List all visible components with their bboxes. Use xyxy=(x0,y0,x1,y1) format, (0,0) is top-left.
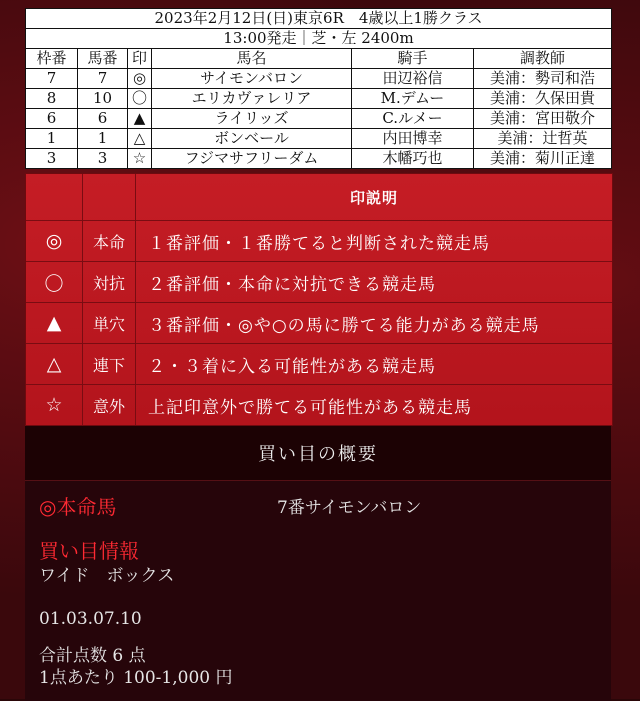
mark-desc: ２・３着に入る可能性がある競走馬 xyxy=(148,356,436,377)
race-header-row xyxy=(26,49,612,69)
mark-cell: 〇 xyxy=(128,89,152,109)
mark-row-honmei xyxy=(26,220,612,261)
mark-cell: ☆ xyxy=(128,149,152,169)
mark-explanation-table xyxy=(25,173,613,426)
jockey-cell: 田辺裕信 xyxy=(352,69,474,89)
waku-cell: 7 xyxy=(26,69,78,89)
honmei-value: 7番サイモンバロン xyxy=(277,498,422,518)
waku-cell: 1 xyxy=(26,129,78,149)
double-circle-icon: ◎ xyxy=(26,221,83,261)
total-points: 合計点数 6 点 xyxy=(39,646,146,666)
table-row xyxy=(26,129,612,149)
horse-cell: サイモンバロン xyxy=(152,69,352,89)
waku-cell: 8 xyxy=(26,89,78,109)
star-icon: ☆ xyxy=(26,385,83,425)
mark-header-title: 印説明 xyxy=(349,188,398,207)
jockey-cell: M.デムー xyxy=(352,89,474,109)
content-frame xyxy=(25,8,611,699)
circle-icon: 〇 xyxy=(26,262,83,302)
umaban-cell: 3 xyxy=(78,149,128,169)
header-jockey: 騎手 xyxy=(352,49,474,69)
trainer-cell: 美浦：勢司和浩 xyxy=(474,69,612,89)
bet-type: ワイド ボックス xyxy=(39,566,175,586)
summary-body xyxy=(25,481,611,701)
honmei-label: ◎本命馬 xyxy=(39,495,117,519)
mark-row-tanana xyxy=(26,302,612,343)
mark-cell: △ xyxy=(128,129,152,149)
race-subtitle: 13:00発走｜芝・左 2400m xyxy=(26,29,612,49)
mark-name: 意外 xyxy=(83,385,136,425)
trainer-cell: 美浦：辻哲英 xyxy=(474,129,612,149)
horse-cell: エリカヴァレリア xyxy=(152,89,352,109)
mark-row-igai xyxy=(26,384,612,425)
table-row xyxy=(26,69,612,89)
mark-row-renka xyxy=(26,343,612,384)
triangle-icon: △ xyxy=(26,344,83,384)
mark-header-row xyxy=(26,174,612,220)
mark-cell: ▲ xyxy=(128,109,152,129)
horse-cell: ライリッズ xyxy=(152,109,352,129)
header-umaban: 馬番 xyxy=(78,49,128,69)
bet-info-label: 買い目情報 xyxy=(39,539,139,563)
waku-cell: 3 xyxy=(26,149,78,169)
trainer-cell: 美浦：宮田敬介 xyxy=(474,109,612,129)
mark-name: 対抗 xyxy=(83,262,136,302)
mark-desc: ３番評価・◎や○の馬に勝てる能力がある競走馬 xyxy=(148,315,540,336)
jockey-cell: 内田博幸 xyxy=(352,129,474,149)
filled-triangle-icon: ▲ xyxy=(26,303,83,343)
header-mark: 印 xyxy=(128,49,152,69)
race-subtitle-row xyxy=(26,29,612,49)
jockey-cell: C.ルメー xyxy=(352,109,474,129)
race-table xyxy=(25,8,612,169)
trainer-cell: 美浦：菊川正達 xyxy=(474,149,612,169)
race-title: 2023年2月12日(日)東京6R 4歳以上1勝クラス xyxy=(26,9,612,29)
umaban-cell: 1 xyxy=(78,129,128,149)
mark-header-blank-2 xyxy=(83,174,136,220)
table-row xyxy=(26,149,612,169)
mark-desc: ２番評価・本命に対抗できる競走馬 xyxy=(148,274,436,295)
summary-header: 買い目の概要 xyxy=(25,426,611,481)
umaban-cell: 7 xyxy=(78,69,128,89)
header-trainer: 調教師 xyxy=(474,49,612,69)
per-point-amount: 1点あたり 100-1,000 円 xyxy=(39,668,233,688)
mark-name: 連下 xyxy=(83,344,136,384)
umaban-cell: 10 xyxy=(78,89,128,109)
race-title-row xyxy=(26,9,612,29)
table-row xyxy=(26,109,612,129)
header-waku: 枠番 xyxy=(26,49,78,69)
header-horse: 馬名 xyxy=(152,49,352,69)
horse-cell: ボンベール xyxy=(152,129,352,149)
bet-numbers: 01.03.07.10 xyxy=(39,609,142,629)
waku-cell: 6 xyxy=(26,109,78,129)
umaban-cell: 6 xyxy=(78,109,128,129)
mark-name: 本命 xyxy=(83,221,136,261)
mark-name: 単穴 xyxy=(83,303,136,343)
jockey-cell: 木幡巧也 xyxy=(352,149,474,169)
mark-desc: 上記印意外で勝てる可能性がある競走馬 xyxy=(148,397,472,418)
mark-desc: １番評価・１番勝てると判断された競走馬 xyxy=(148,233,490,254)
horse-cell: フジマサフリーダム xyxy=(152,149,352,169)
trainer-cell: 美浦：久保田貴 xyxy=(474,89,612,109)
mark-header-blank-1 xyxy=(26,174,83,220)
table-row xyxy=(26,89,612,109)
mark-row-taikou xyxy=(26,261,612,302)
mark-cell: ◎ xyxy=(128,69,152,89)
